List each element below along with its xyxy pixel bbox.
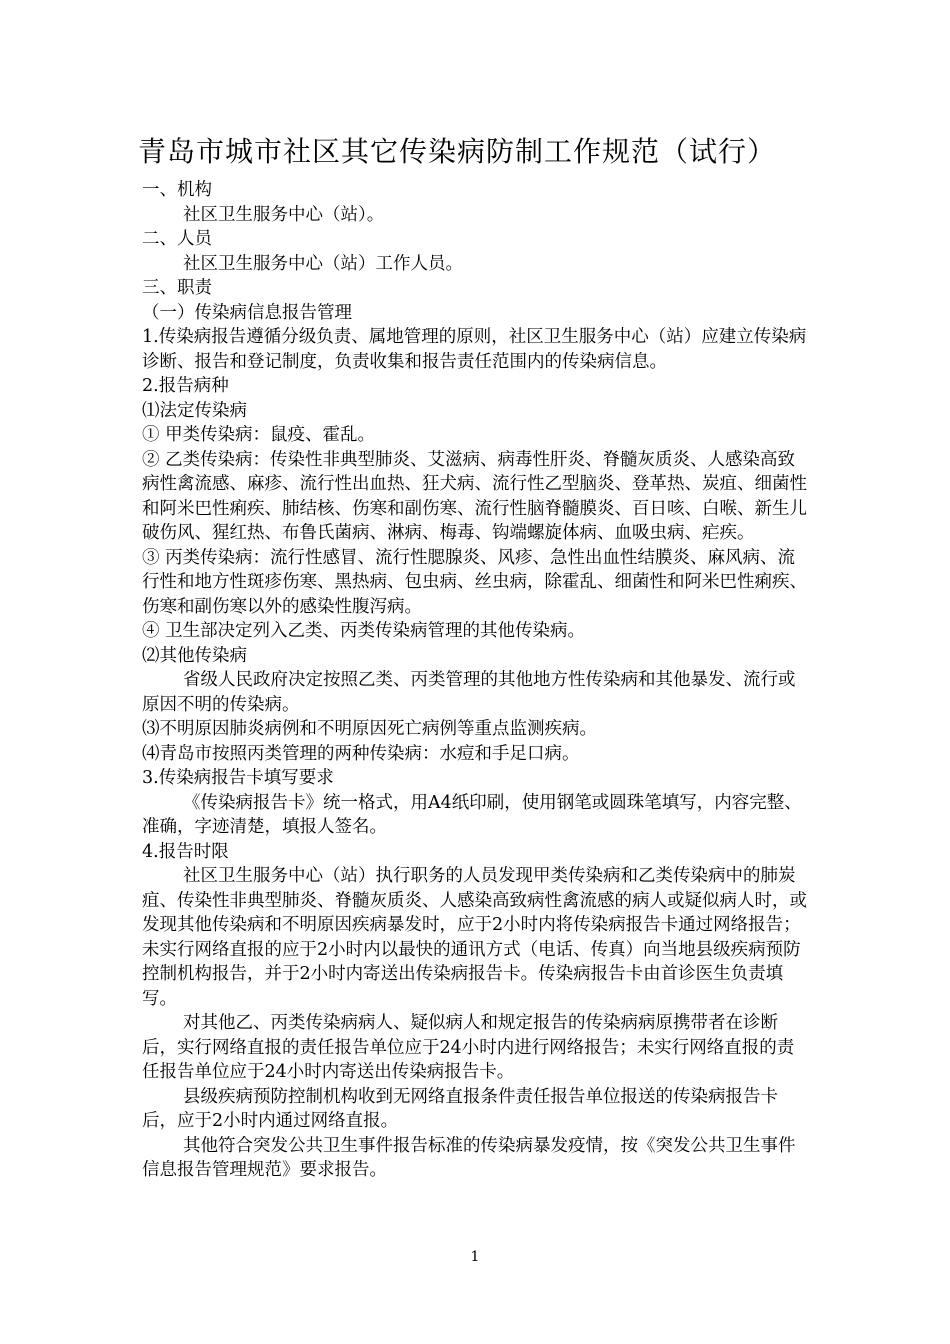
monitoring-diseases: ⑶不明原因肺炎病例和不明原因死亡病例等重点监测疾病。: [142, 719, 597, 739]
paragraph-4-heading: 4.报告时限: [142, 841, 229, 862]
paragraph-2-heading: 2.报告病种: [142, 376, 229, 396]
section-1-heading: 一、机构: [142, 180, 212, 200]
paragraph-4-body-4: 其他符合突发公共卫生事件报告标准的传染病暴发疫情，按《突发公共卫生事件信息报告管理规范》要求报告。: [142, 1135, 796, 1180]
section-2-body: 社区卫生服务中心（站）工作人员。: [183, 253, 463, 274]
paragraph-1: 1.传染病报告遵循分级负责、属地管理的原则，社区卫生服务中心（站）应建立传染病诊断、报告和登记制度，负责收集和报告责任范围内的传染病信息。: [142, 327, 807, 372]
class-b-diseases: ② 乙类传染病：传染性非典型肺炎、艾滋病、病毒性肝炎、脊髓灰质炎、人感染高致病性禽流感、麻疹、流行性出血热、狂犬病、流行性乙型脑炎、登革热、炭疽、细菌性和阿米巴性痢疾、肺结核、伤寒和副伤寒、流行性脑脊髓膜炎、百日咳、白喉、新生儿破伤风、猩红热、布鲁氏菌病、淋病、梅毒、钩端螺旋体病、血吸虫病、疟疾。: [142, 449, 807, 543]
paragraph-3-heading: 3.传染病报告卡填写要求: [142, 768, 334, 788]
section-3-heading: 三、职责: [142, 278, 212, 298]
page-number: 1: [470, 1249, 480, 1265]
document-body: [138, 130, 810, 1183]
paragraph-3-body: 《传染病报告卡》统一格式，用A4纸印刷，使用钢笔或圆珠笔填写，内容完整、准确，字迹清楚，填报人签名。: [142, 792, 802, 837]
class-c-diseases: ③ 丙类传染病：流行性感冒、流行性腮腺炎、风疹、急性出血性结膜炎、麻风病、流行性和地方性斑疹伤寒、黑热病、包虫病、丝虫病，除霍乱、细菌性和阿米巴性痢疾、伤寒和副伤寒以外的感染性腹泻病。: [142, 547, 807, 617]
ministry-designated-diseases: ④ 卫生部决定列入乙类、丙类传染病管理的其他传染病。: [142, 621, 586, 641]
paragraph-4-body-3: 县级疾病预防控制机构收到无网络直报条件责任报告单位报送的传染病报告卡后，应于2小时内通过网络直报。: [142, 1086, 778, 1131]
paragraph-4-body-2: 对其他乙、丙类传染病病人、疑似病人和规定报告的传染病病原携带者在诊断后，实行网络直报的责任报告单位应于24小时内进行网络报告；未实行网络直报的责任报告单位应于24小时内寄送出传染病报告卡。: [142, 1013, 795, 1082]
qingdao-class-c-diseases: ⑷青岛市按照丙类管理的两种传染病：水痘和手足口病。: [142, 743, 580, 764]
section-3-subheading-1: （一）传染病信息报告管理: [142, 302, 352, 323]
document-title: 青岛市城市社区其它传染病防制工作规范（试行）: [138, 135, 777, 168]
other-diseases-heading: ⑵其他传染病: [142, 645, 247, 666]
paragraph-4-body-1: 社区卫生服务中心（站）执行职务的人员发现甲类传染病和乙类传染病中的肺炭疽、传染性非典型肺炎、脊髓灰质炎、人感染高致病性禽流感的病人或疑似病人时，或发现其他传染病和不明原因疾病暴发时，应于2小时内将传染病报告卡通过网络报告；未实行网络直报的应于2小时内以最快的通讯方式（电话、传真）向当地县级疾病预防控制机构报告，并于2小时内寄送出传染病报告卡。传染病报告卡由首诊医生负责填写。: [142, 866, 807, 1009]
section-1-body: 社区卫生服务中心（站）。: [183, 204, 385, 225]
class-a-diseases: ① 甲类传染病：鼠疫、霍乱。: [142, 425, 376, 445]
statutory-diseases-heading: ⑴法定传染病: [142, 400, 247, 421]
section-2-heading: 二、人员: [142, 229, 212, 249]
other-diseases-body: 省级人民政府决定按照乙类、丙类管理的其他地方性传染病和其他暴发、流行或原因不明的传染病。: [142, 670, 796, 715]
